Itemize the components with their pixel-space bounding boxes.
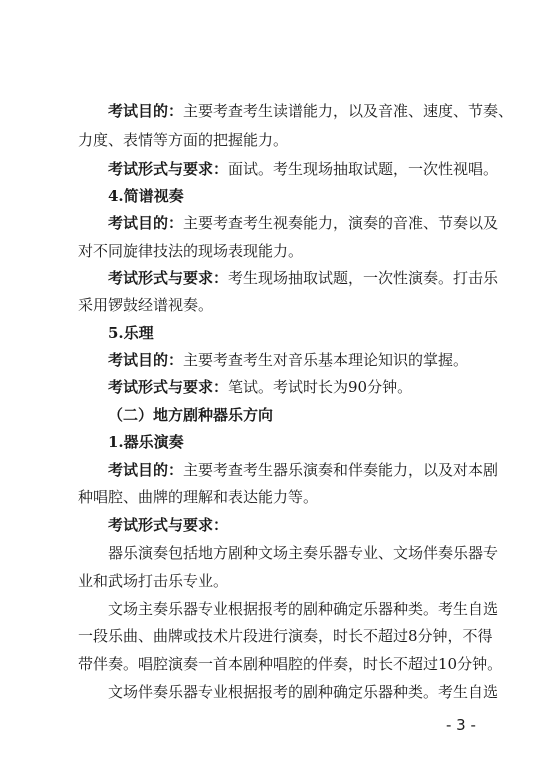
paragraph-line	[108, 213, 499, 233]
body-text: 主要考查考生读谱能力，以及音准、速度、节奏、	[183, 102, 514, 120]
paragraph-line	[108, 101, 514, 121]
paragraph-line	[108, 460, 499, 480]
bold-label: 考试目的：	[108, 102, 184, 120]
bold-label: 考试形式与要求：	[108, 516, 229, 534]
section-heading: 1.器乐演奏	[108, 433, 184, 451]
paragraph-line: 文场主奏乐器专业根据报考的剧种确定乐器种类。考生自选	[108, 600, 499, 618]
body-text: 面试。考生现场抽取试题，一次性视唱。	[228, 160, 499, 178]
paragraph-line: 带伴奏。唱腔演奏一首本剧种唱腔的伴奏，时长不超过10分钟。	[78, 655, 503, 673]
paragraph-line	[108, 377, 478, 397]
paragraph-line: 采用锣鼓经谱视奏。	[78, 296, 214, 314]
subsection-heading: （二）地方剧种器乐方向	[108, 406, 274, 424]
paragraph-line: 业和武场打击乐专业。	[78, 572, 229, 590]
paragraph-line: 器乐演奏包括地方剧种文场主奏乐器专业、文场伴奏乐器专	[108, 544, 499, 562]
bold-label: 考试形式与要求：	[108, 378, 229, 396]
bold-label: 考试目的：	[108, 214, 184, 232]
paragraph-line: 对不同旋律技法的现场表现能力。	[78, 242, 304, 260]
paragraph-line	[108, 268, 499, 288]
paragraph-line	[108, 350, 478, 370]
bold-label: 考试目的：	[108, 351, 184, 369]
body-text: 主要考查考生器乐演奏和伴奏能力，以及对本剧	[183, 461, 499, 479]
body-text: 考生现场抽取试题，一次性演奏。打击乐	[228, 269, 499, 287]
body-text: 主要考查考生对音乐基本理论知识的掌握。	[183, 351, 469, 369]
paragraph-line: 一段乐曲、曲牌或技术片段进行演奏，时长不超过8分钟，不得	[78, 627, 493, 645]
paragraph-line: 种唱腔、曲牌的理解和表达能力等。	[78, 488, 319, 506]
section-heading: 4.简谱视奏	[108, 187, 184, 205]
body-text: 主要考查考生视奏能力，演奏的音准、节奏以及	[183, 214, 499, 232]
bold-label: 考试形式与要求：	[108, 160, 229, 178]
page-number: - 3 -	[446, 716, 476, 734]
paragraph-line: 力度、表情等方面的把握能力。	[78, 131, 289, 149]
paragraph-line: 文场伴奏乐器专业根据报考的剧种确定乐器种类。考生自选	[108, 683, 499, 701]
bold-label: 考试目的：	[108, 461, 184, 479]
section-heading: 5.乐理	[108, 324, 154, 342]
bold-label: 考试形式与要求：	[108, 269, 229, 287]
paragraph-line	[108, 159, 499, 179]
body-text: 笔试。考试时长为90分钟。	[228, 378, 413, 396]
